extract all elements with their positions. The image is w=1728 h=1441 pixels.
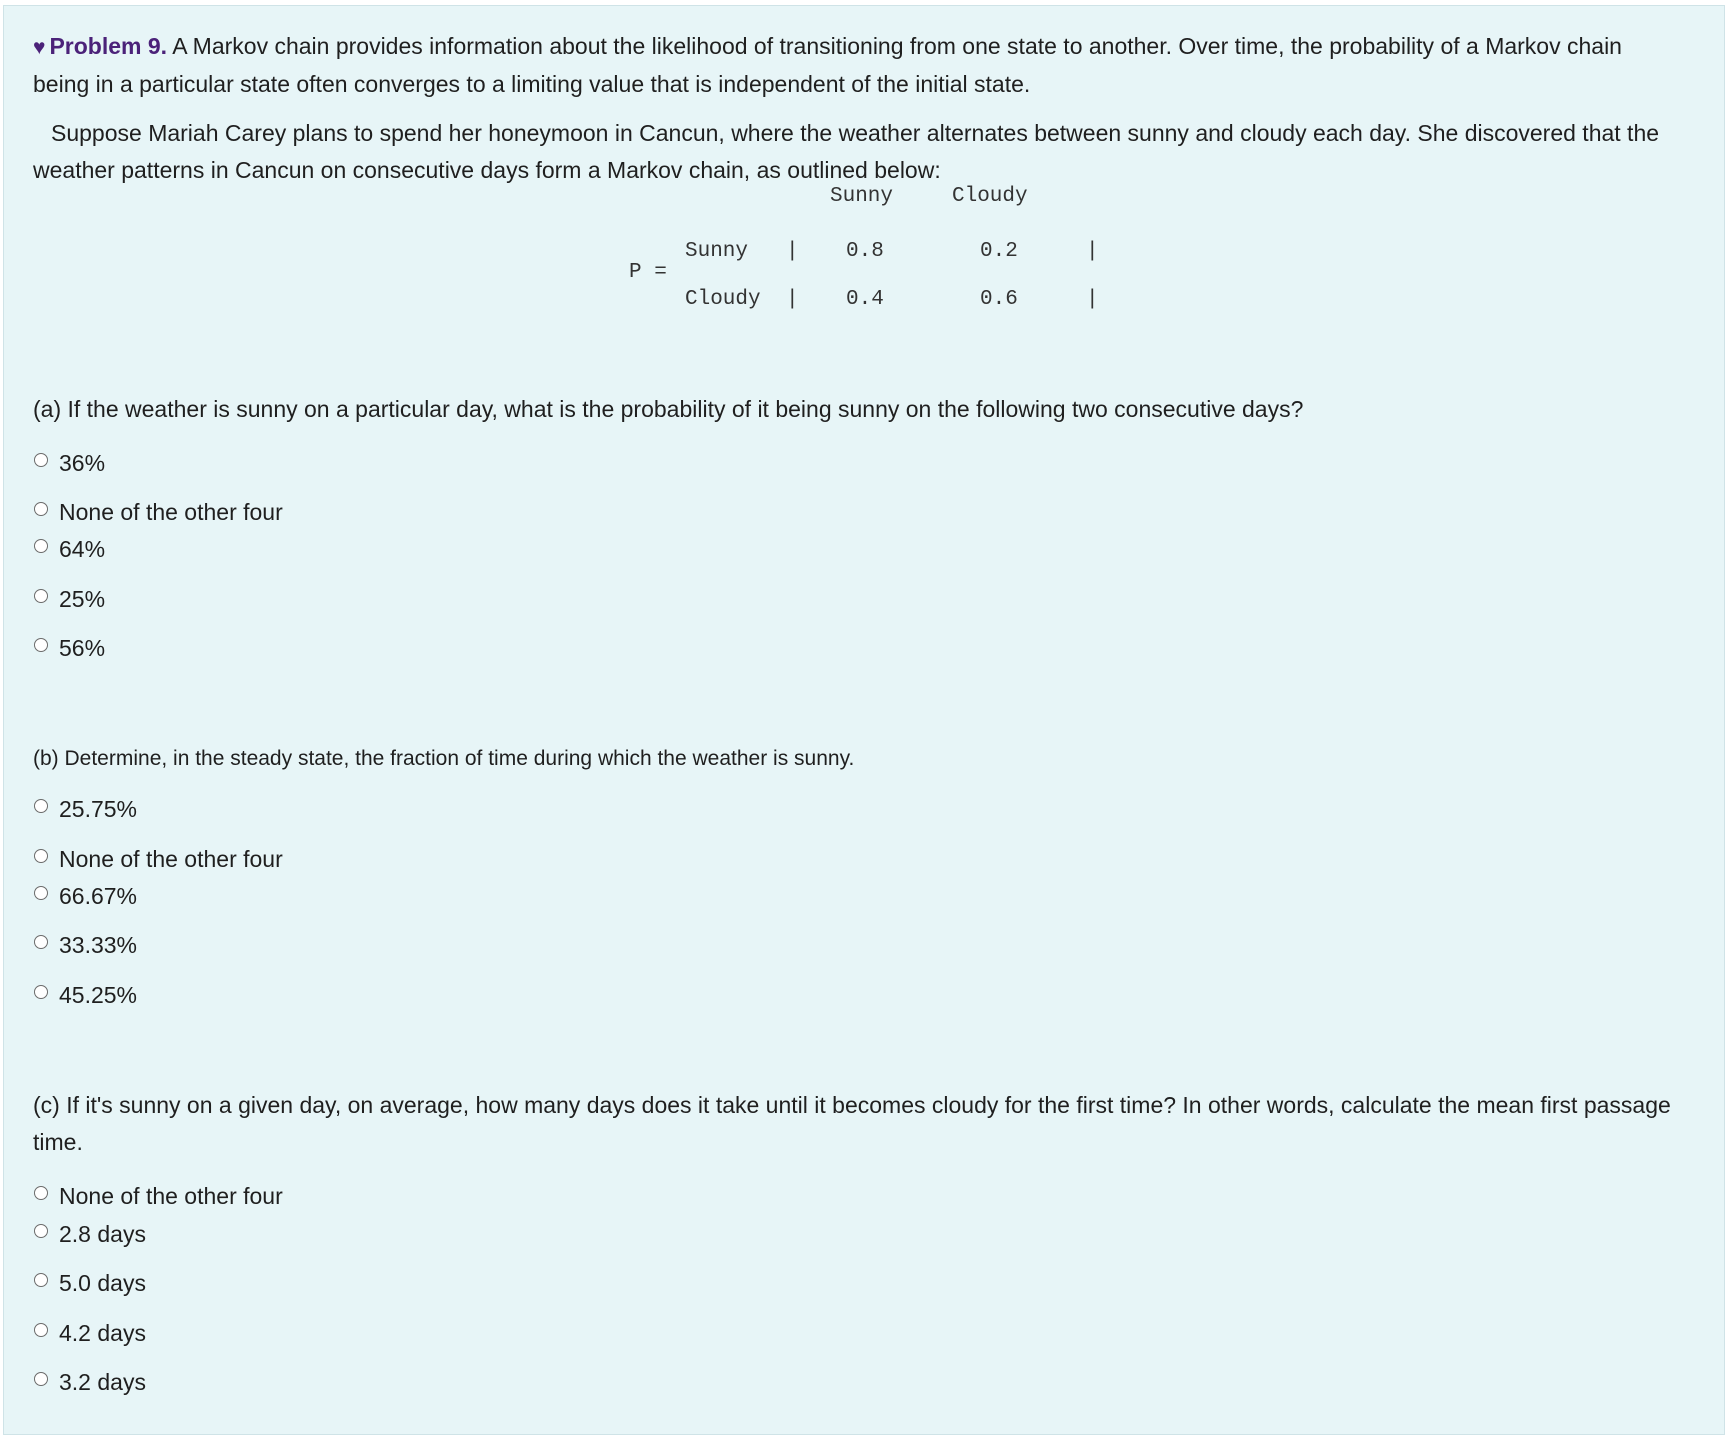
- radio-button-icon[interactable]: [34, 1186, 48, 1200]
- radio-button-icon[interactable]: [34, 1323, 48, 1337]
- matrix-left-bar: |: [786, 240, 799, 263]
- question-c-option[interactable]: [34, 1268, 146, 1298]
- matrix-cell: 0.4: [846, 288, 884, 311]
- problem-label: Problem 9.: [49, 33, 168, 59]
- problem-panel: [3, 5, 1725, 1435]
- question-a-option[interactable]: [34, 633, 105, 663]
- matrix-cell: 0.6: [980, 288, 1018, 311]
- option-label: 64%: [59, 536, 106, 562]
- matrix-col-header-cloudy: Cloudy: [952, 185, 1028, 208]
- matrix-cell: 0.2: [980, 240, 1018, 263]
- question-b-option[interactable]: [34, 980, 137, 1010]
- matrix-cell: 0.8: [846, 240, 884, 263]
- option-label: 45.25%: [59, 982, 138, 1008]
- option-label: None of the other four: [59, 1183, 283, 1209]
- radio-button-icon[interactable]: [34, 935, 48, 949]
- question-b-text: (b) Determine, in the steady state, the fraction of time during which the weather is sunny.: [33, 747, 855, 770]
- radio-button-icon[interactable]: [34, 1372, 48, 1386]
- heart-icon: ♥: [33, 36, 46, 59]
- option-label: 56%: [59, 635, 106, 661]
- question-a-text: (a) If the weather is sunny on a particular day, what is the probability of it being sunny on the following two consecutive days?: [33, 396, 1304, 422]
- radio-button-icon[interactable]: [34, 638, 48, 652]
- problem-scenario: Suppose Mariah Carey plans to spend her honeymoon in Cancun, where the weather alternates between sunny and cloudy each day. She discovered that the weather patterns in Cancun on consecutive days form a Markov chain, as outlined below:: [33, 120, 1660, 183]
- question-c-option[interactable]: [34, 1318, 146, 1348]
- radio-button-icon[interactable]: [34, 886, 48, 900]
- matrix-col-header-sunny: Sunny: [830, 185, 894, 208]
- option-label: 25%: [59, 586, 106, 612]
- radio-button-icon[interactable]: [34, 799, 48, 813]
- question-a-option[interactable]: [34, 534, 105, 564]
- radio-button-icon[interactable]: [34, 453, 48, 467]
- question-a-option[interactable]: [34, 448, 105, 478]
- option-label: 36%: [59, 450, 106, 476]
- matrix-left-bar: |: [786, 288, 799, 311]
- option-label: None of the other four: [59, 846, 283, 872]
- matrix-label: P =: [629, 261, 667, 284]
- question-b-option[interactable]: [34, 844, 283, 874]
- option-label: 33.33%: [59, 932, 138, 958]
- problem-intro-text: A Markov chain provides information about the likelihood of transitioning from one state to another. Over time, the probability of a Markov chain being in a particular state often converges to a limiting value that is independent of the initial state.: [33, 33, 1622, 97]
- transition-matrix: [4, 6, 1728, 346]
- question-a-option[interactable]: [34, 497, 283, 527]
- matrix-right-bar: |: [1086, 240, 1099, 263]
- radio-button-icon[interactable]: [34, 502, 48, 516]
- option-label: 25.75%: [59, 796, 138, 822]
- question-a-option[interactable]: [34, 584, 105, 614]
- option-label: 5.0 days: [59, 1270, 146, 1296]
- question-b-option[interactable]: [34, 930, 137, 960]
- question-c-option[interactable]: [34, 1181, 283, 1211]
- matrix-right-bar: |: [1086, 288, 1099, 311]
- matrix-row-label-sunny: Sunny: [685, 240, 749, 263]
- radio-button-icon[interactable]: [34, 589, 48, 603]
- option-label: 2.8 days: [59, 1221, 146, 1247]
- question-b-option[interactable]: [34, 794, 137, 824]
- question-c-text: (c) If it's sunny on a given day, on average, how many days does it take until it becomes cloudy for the first time? In other words, calculate the mean first passage time.: [33, 1092, 1671, 1155]
- radio-button-icon[interactable]: [34, 849, 48, 863]
- option-label: 66.67%: [59, 883, 138, 909]
- question-c-option[interactable]: [34, 1219, 146, 1249]
- question-c-option[interactable]: [34, 1367, 146, 1397]
- radio-button-icon[interactable]: [34, 539, 48, 553]
- question-b-option[interactable]: [34, 881, 137, 911]
- radio-button-icon[interactable]: [34, 985, 48, 999]
- option-label: None of the other four: [59, 499, 283, 525]
- option-label: 4.2 days: [59, 1320, 146, 1346]
- radio-button-icon[interactable]: [34, 1224, 48, 1238]
- radio-button-icon[interactable]: [34, 1273, 48, 1287]
- matrix-row-label-cloudy: Cloudy: [685, 288, 761, 311]
- option-label: 3.2 days: [59, 1369, 146, 1395]
